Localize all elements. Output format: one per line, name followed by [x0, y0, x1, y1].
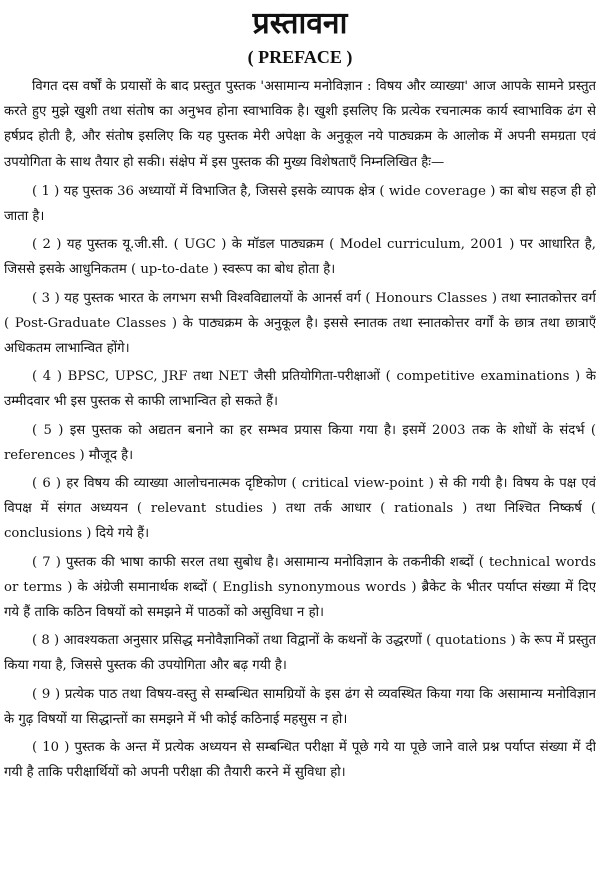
feature-item-5: ( 5 ) इस पुस्तक को अद्यतन बनाने का हर सम्भव प्रयास किया गया है। इसमें 2003 तक के शोधों के संदर्भ ( references ) मौजूद है। [4, 422, 596, 463]
preface-page [4, 4, 596, 891]
feature-item-10: ( 10 ) पुस्तक के अन्त में प्रत्येक अध्ययन से सम्बन्धित परीक्षा में पूछे गये या पूछे जाने वाले प्रश्न पर्याप्त संख्या में दी गयी है ताकि परीक्षार्थियों को अपनी परीक्षा की तैयारी करने में सुविधा हो। [4, 740, 596, 781]
feature-item-9: ( 9 ) प्रत्येक पाठ तथा विषय-वस्तु से सम्बन्धित सामग्रियों के इस ढंग से व्यवस्थित किया गया कि असामान्य मनोविज्ञान के गुढ़ विषयों या सिद्धान्तों का समझने में भी कोई कठिनाई महसुस न हो। [4, 686, 596, 727]
feature-item-4: ( 4 ) BPSC, UPSC, JRF तथा NET जैसी प्रतियोगिता-परीक्षाओं ( competitive examinations ) के उम्मीदवार भी इस पुस्तक से काफी लाभान्वित हो सकते हैं। [4, 369, 596, 410]
feature-item-6: ( 6 ) हर विषय की व्याख्या आलोचनात्मक दृष्टिकोण ( critical view-point ) से की गयी है। विषय के पक्ष एवं विपक्ष में संगत अध्ययन ( relevant studies ) तथा तर्क आधार ( rationals ) तथा निश्चित निष्कर्ष ( conclusions ) दिये गये हैं। [4, 476, 596, 542]
feature-item-3: ( 3 ) यह पुस्तक भारत के लगभग सभी विश्वविद्यालयों के आनर्स वर्ग ( Honours Classes ) तथा स्नातकोत्तर वर्ग ( Post-Graduate Classes ) के पाठ्यक्रम के अनुकूल है। इससे स्नातक तथा स्नातकोत्तर वर्गों के छात्र तथा छात्राएँ अधिकतम लाभान्वित होंगे। [4, 290, 596, 357]
feature-item-7: ( 7 ) पुस्तक की भाषा काफी सरल तथा सुबोध है। असामान्य मनोविज्ञान के तकनीकी शब्दों ( technical words or terms ) के अंग्रेजी समानार्थक शब्दों ( English synonymous words ) ब्रैकेट के भीतर पर्याप्त संख्या में दिए गये हैं ताकि कठिन विषयों को समझने में पाठकों को असुविधा न हो। [4, 554, 596, 621]
feature-item-1: ( 1 ) यह पुस्तक 36 अध्यायों में विभाजित है, जिससे इसके व्यापक क्षेत्र ( wide coverage ) का बोध सहज ही हो जाता है। [4, 183, 596, 225]
feature-item-2: ( 2 ) यह पुस्तक यू.जी.सी. ( UGC ) के मॉडल पाठ्यक्रम ( Model curriculum, 2001 ) पर आधारित है, जिससे इसके आधुनिकतम ( up-to-date ) स्वरूप का बोध होता है। [4, 237, 596, 278]
intro-paragraph: विगत दस वर्षों के प्रयासों के बाद प्रस्तुत पुस्तक 'असामान्य मनोविज्ञान : विषय और व्याख्या' आज आपके सामने प्रस्तुत करते हुए मुझे खुशी तथा संतोष का अनुभव होना स्वाभाविक है। खुशी इसलिए कि प्रत्येक रचनात्मक कार्य स्वाभाविक ढंग से हर्षप्रद होती है, और संतोष इसलिए कि यह पुस्तक मेरी अपेक्षा के अनुकूल नये पाठ्यक्रम के आलोक में अपनी समग्रता एवं उपयोगिता के साथ तैयार हो सकी। संक्षेप में इस पुस्तक की मुख्य विशेषताएँ निम्नलिखित हैः— [4, 79, 596, 170]
page-title: प्रस्तावना [252, 6, 348, 41]
feature-item-8: ( 8 ) आवश्यकता अनुसार प्रसिद्ध मनोवैज्ञानिकों तथा विद्वानों के कथनों के उद्धरणों ( quotations ) के रूप में प्रस्तुत किया गया है, जिससे पुस्तक की उपयोगिता और बढ़ गयी है। [4, 633, 596, 674]
page-subtitle: ( PREFACE ) [247, 47, 353, 67]
